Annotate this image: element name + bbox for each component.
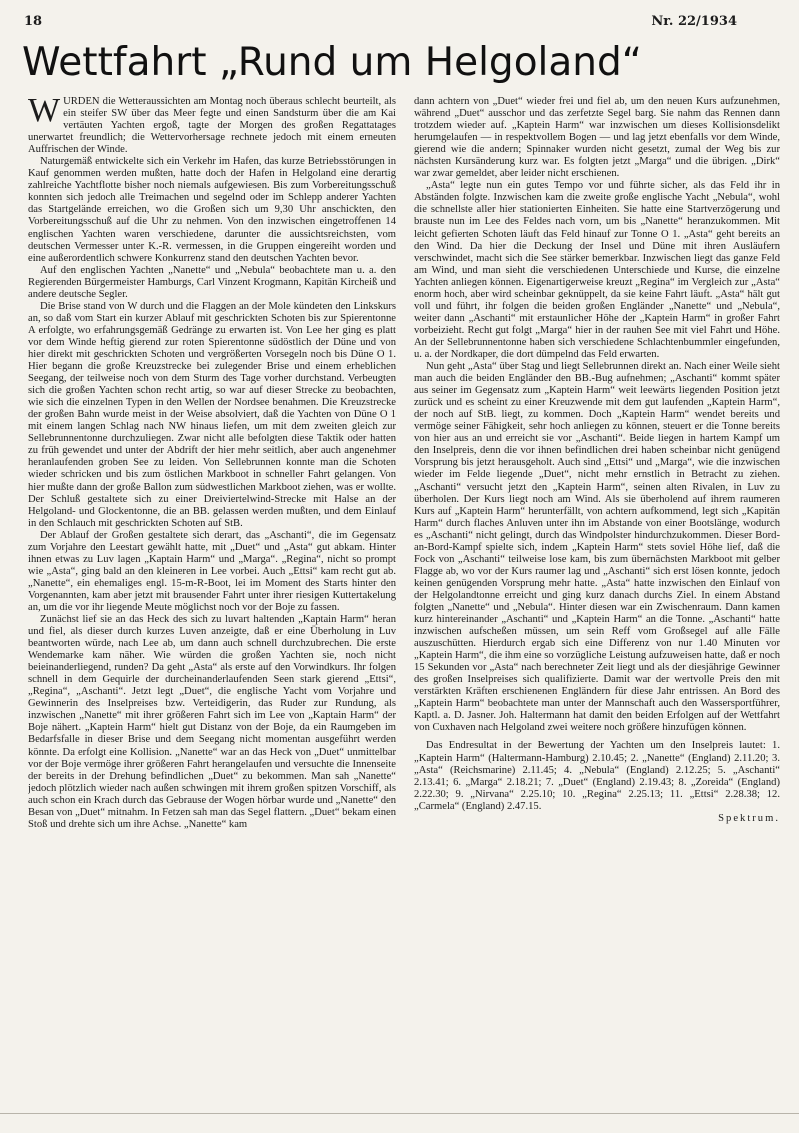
paragraph: dann achtern von „Duet“ wieder frei und fiel ab, um den neuen Kurs aufzunehmen, während „Duet“ ausschor und das zerfetzte Segel barg. Sie nahm das Rennen dann trotzdem wieder auf. „Kaptein Harm“ war inzwischen um dieses Kollisionsdelikt herumgelaufen — in respektvollem Bogen — und lag jetzt ebenfalls vor dem Winde, gierend wie die andern; Spinnaker wurden nicht gesetzt, zumal der Weg bis zur nächsten Kursänderung kurz war. Es folgten jetzt „Marga“ und die übrigen. „Dirk“ war zwar gemeldet, aber leider nicht erschienen.	[414, 96, 780, 180]
paragraph: Auf den englischen Yachten „Nanette“ und „Nebula“ beobachtete man u. a. den Regierenden Bürgermeister Hamburgs, Carl Vinzent Krogmann, Kapitän Kircheiß und andere deutsche Segler.	[28, 264, 396, 300]
paragraph: Nun geht „Asta“ über Stag und liegt Sellebrunnen direkt an. Nach einer Weile sieht man auch die beiden Engländer den BB.-Bug aufnehmen; „Aschanti“ kommt später aus seiner im Gegensatz zum „Kaptein Harm“ weit leewärts liegenden Position jetzt zurück und es scheint zu einer Kreuzwende mit dem gut laufenden „Kaptein Harm“, der noch auf StB. liegt, zu kommen. Doch „Kaptein Harm“ wendet bereits und vermöge seiner Fähigkeit, sehr hoch anliegen zu können, steuert er die Tonne bereits von hier aus an und erreicht sie vor „Aschanti“. Beide liegen in hartem Kampf um den Inselpreis, denn die vor ihnen befindlichen drei haben scheinbar nicht genügend Vorsprung bis jetzt herausgeholt. Auch sind „Ettsi“ und „Marga“, wie die inzwischen wieder im Felde liegende „Duet“, nicht mehr ernstlich in Betracht zu ziehen. „Aschanti“ versucht jetzt den „Kaptein Harm“, seinen alten Rivalen, in Luv zu überholen. Der Kurs liegt noch am Wind. Als sie überholend auf ihrem raumeren Kurs auf „Kaptein Harm“ herunterfällt, von achtern aufkommend, legt sich „Kapitän Harm“ durch flaches Anluven unter ihn im Abstande von einer Bootslänge, wodurch es „Aschanti“ nicht gelingt, durch das Windpolster hindurchzukommen. Dieser Bord-an-Bord-Kampf spielte sich, indem „Kaptein Harm“ stets soviel Höhe lief, daß die Fock von „Aschanti“ teilweise lose kam, bis zum übernächsten Markboot mit gelber Flagge ab, wo vor der Kurs raumer lag und „Aschanti“ sich erst lösen konnte, jedoch keinen genügenden Vorsprung mehr hatte. „Asta“ hatte inzwischen den Einlauf von der Helgolandtonne erreicht und ging kurz danach durchs Ziel. In einem Abstand folgten „Nanette“ und „Nebula“. Hinter diesen war ein Zwischenraum. Dann kamen kurz hintereinander „Aschanti“ und „Kaptein Harm“ an die Tonne. „Aschanti“ hatte inzwischen aufscheßen müssen, um sein Reff vom Großsegel auf alle Fälle auszuschütten. Hierdurch ergab sich eine Differenz von nur 1.40 Minuten vor „Kaptein Harm“, die ihm eine so vorzügliche Leistung aufzuweisen hatte, daß er noch 15 Sekunden vor „Asta“ nach berechneter Zeit liegt und als der diesjährige Gewinner des großen Inselpreises sich qualifizierte. Damit war der wertvolle Preis den mit verstärkten Kräften erschienenen Engländern für diese Jahr entrissen. An Bord des „Kaptein Harm“ beobachtete man unter der Mannschaft auch den Wassersportführer, Kaptl. a. D. Jasner. Joh. Haltermann hat damit den beiden Erfolgen auf der Wettfahrt von Cuxhaven nach Helgoland zwei weitere noch größere hinzufügen können.	[414, 361, 780, 734]
drop-cap: W	[28, 96, 61, 129]
bottom-rule	[0, 1113, 799, 1114]
paragraph: „Asta“ legte nun ein gutes Tempo vor und führte sicher, als das Feld ihr in Abständen folgte. Inzwischen kam die zweite große englische Yacht „Nebula“, wohl die schnellste aller hier stationierten Einheiten. Sie hatte eine Startverzögerung und brauste nun im Lee des Feldes nach vorn, um bis „Nanette“ heranzukommen. Mit leicht gefierten Schoten läuft das Feld hinauf zur Tonne O 1. „Asta“ geht bereits an den Wind. Da hier die Deckung der Insel und Düne mit ihren Ausläufern verschwindet, macht sich die See stärker bemerkbar. Inzwischen liegt das ganze Feld am Wind, und man sieht die verschiedenen Unterschiede und Kurse, die einzelne Yachten anliegen können. Eigenartigerweise kreuzt „Regina“ im Vergleich zur „Asta“ enorm hoch, aber wird scheinbar geknüppelt, da sie keine Fahrt läuft. „Asta“ hält gut voll und führt, ihr folgen die beiden großen Engländer „Nanette“ und „Nebula“, weiter dann „Aschanti“ mit erstaunlicher Höhe der „Kaptein Harm“ in großer Fahrt vorbeizieht. Recht gut folgt „Marga“ hier in der rauhen See mit viel Fahrt und Höhe. An der Sellebrunnentonne haben sich verschiedene Schlachtenbummler eingefunden, u. a. der Nordkaper, die dort dümpelnd das Feld erwarten.	[414, 180, 780, 360]
right-column	[414, 96, 780, 1111]
paragraph: WURDEN die Wetteraussichten am Montag noch überaus schlecht beurteilt, als ein steifer SW über das Meer fegte und einen Sandsturm über die am Kai vertäuten Yachten ergoß, tagte der Morgen des großen Regattatages unerwartet freundlich; die Wettervorhersage rechnete jedoch mit einem erneuten Auffrischen der Winde.	[28, 96, 396, 156]
issue-number: Nr. 22/1934	[651, 14, 737, 29]
left-column	[28, 96, 396, 1111]
paragraph: Zunächst lief sie an das Heck des sich zu luvart haltenden „Kaptain Harm“ heran und fiel, als dieser durch kurzes Luven anzeigte, daß er eine Überholung in Luv beantworten würde, nach Lee ab, um dann auch schnell durchzubrechen. Die erste Wendemarke kam näher. Wie würden die großen Yachten sie, noch nicht beieinanderliegend, runden? Da geht „Asta“ als erste auf den Vorwindkurs. Ihr folgen schnell in dem Gequirle der durcheinanderlaufenden Seen stark gierend „Ettsi“, „Regina“, „Aschanti“. Jetzt legt „Duet“, die englische Yacht vom Vorjahre und Gewinnerin des Inselpreises bzw. Verteidigerin, das Ruder zur Rundung, als inzwischen „Nanette“ mit ihrer größeren Fahrt sich im Lee von „Kaptain Harm“ der Boje nähert. „Kaptein Harm“ hielt gut Distanz von der Boje, da ein Raumgeben im Bedarfsfalle in dieser Brise und dem Seegang nicht momentan ausgeführt werden könnte. Da erfolgt eine Kollision. „Nanette“ war an das Heck von „Duet“ unmittelbar vor der Boje vermöge ihrer größeren Fahrt herangelaufen und versuchte die Innenseite der bereits in der Drehung befindlichen „Duet“ zu bekommen. Man sah „Nanette“ jedoch plötzlich wieder nach außen schwingen mit ihrem großen spitzen Vorschiff, als auch schon ein Krach durch das Gebrause der Wogen hörbar wurde und „Nanette“ den Besan von „Duet“ mitnahm. In Fetzen sah man das Segel flattern. „Duet“ bekam einen Stoß und drehte sich um ihre Achse. „Nanette“ kam	[28, 614, 396, 830]
author-signature: Spektrum.	[718, 812, 780, 824]
paragraph: Die Brise stand von W durch und die Flaggen an der Mole kündeten den Linkskurs an, so daß vom Start ein kurzer Ablauf mit geschrickten Schoten bis zur Spierentonne A erfolgte, wo erfahrungsgemäß Gedränge zu erwarten ist. Von Lee her ging es platt vor dem Winde heftig gierend zur roten Spierentonne südöstlich der Düne und von hier direkt mit geschrickten Schoten und vergrößerten Vorsegeln noch bis Düne O 1. Hier begann die große Kreuzstrecke bei zulegender Brise und einem erheblichen Seegang, der teilweise noch von dem Sturm des Tage vorher durchstand. Verbeugten sich die großen Yachten schon recht artig, so war auf dieser Strecke zu beobachten, wie sich die einzelnen Typen in den Wellen der Nordsee benahmen. Die Kreuzstrecke der großen Bahn wurde meist in der Weise absolviert, daß die Yachten von Düne O 1 mit einem langen Schlag nach NW hinaus liefen, um mit dem zweiten gleich zur Sellebrunnentonne durchzuliegen. Zwar nicht alle befolgten diese Taktik oder hatten zu früh gewendet und unter der Abdrift der hier mehr seitlich, aber auch angenehmer heranlaufenden groben See zu leiden. Von Sellebrunnen konnte man die Schoten wieder schricken und bis zum östlichen Markboot in schneller Fahrt gelangen. Von hier mußte dann der große Ballon zum südwestlichen Markboot ziehen, was er wollte. Der Schluß gestaltete sich zu einer Dreiviertelwind-Strecke mit Halse an der Helgoland- und Glockentonne, die an BB. gelassen werden mußten, und dem Einlauf in den Schlauch mit geschrickten Schoten auf StB.	[28, 300, 396, 529]
paragraph: Der Ablauf der Großen gestaltete sich derart, das „Aschanti“, die im Gegensatz zum Vorjahre den Leestart gewählt hatte, mit „Duet“ und „Asta“ gut abkam. Hinter ihnen etwas zu Luv lagen „Kaptain Harm“ und „Marga“. „Regina“, nicht so prompt wie „Asta“, ging bald an den kleineren in Lee vorbei. Auch „Ettsi“ kam recht gut ab. „Nanette“, ein ehemaliges engl. 15-m-R-Boot, lei im Moment des Starts hinter den Vorgenannten, kam aber jetzt mit brausender Fahrt unter ihrer riesigen Kuttertakelung an, um die vor ihr liegende Meute möglichst noch vor der Boje zu fassen.	[28, 529, 396, 613]
results-paragraph: Das Endresultat in der Bewertung der Yachten um den Inselpreis lautet: 1. „Kaptein Harm“ (Haltermann-Hamburg) 2.10.45; 2. „Nanette“ (England) 2.11.20; 3. „Asta“ (Reichsmarine) 2.11.45; 4. „Nebula“ (England) 2.12.25; 5. „Aschanti“ 2.13.41; 6. „Marga“ 2.18.21; 7. „Duet“ (England) 2.19.43; 8. „Zoreida“ (England) 2.22.30; 9. „Nirvana“ 2.25.10; 10. „Regina“ 2.25.13; 11. „Ettsi“ 2.28.38; 12. „Carmela“ (England) 2.47.15.	[414, 740, 780, 812]
page-number: 18	[24, 14, 43, 29]
article-title: Wettfahrt „Rund um Helgoland“	[22, 40, 642, 85]
paragraph: Naturgemäß entwickelte sich ein Verkehr im Hafen, das kurze Betriebsstörungen in Kauf genommen werden mußten, hatte doch der Hafen in Helgoland eine derartig zahlreiche Yachtflotte bisher noch niemals aufgewiesen. Bis zum Vorbereitungsschuß konnten sich jedoch alle Treimachen und segelnd oder im Schlepp anderer Yachten das Startgelände erreichen, wo die Großen sich um 9,30 Uhr anschickten, den Vorbereitungsschuß auf die Uhr zu nehmen. Von den inzwischen eingetroffenen 14 englischen Yachten waren verschiedene, darunter die aussichtsreichsten, vom deutschen Vermesser unter K.-R. vermessen, in die Gruppen eingereiht worden und eine außerordentlich schwere Konkurrenz stand den deutschen Yachten bevor.	[28, 156, 396, 264]
